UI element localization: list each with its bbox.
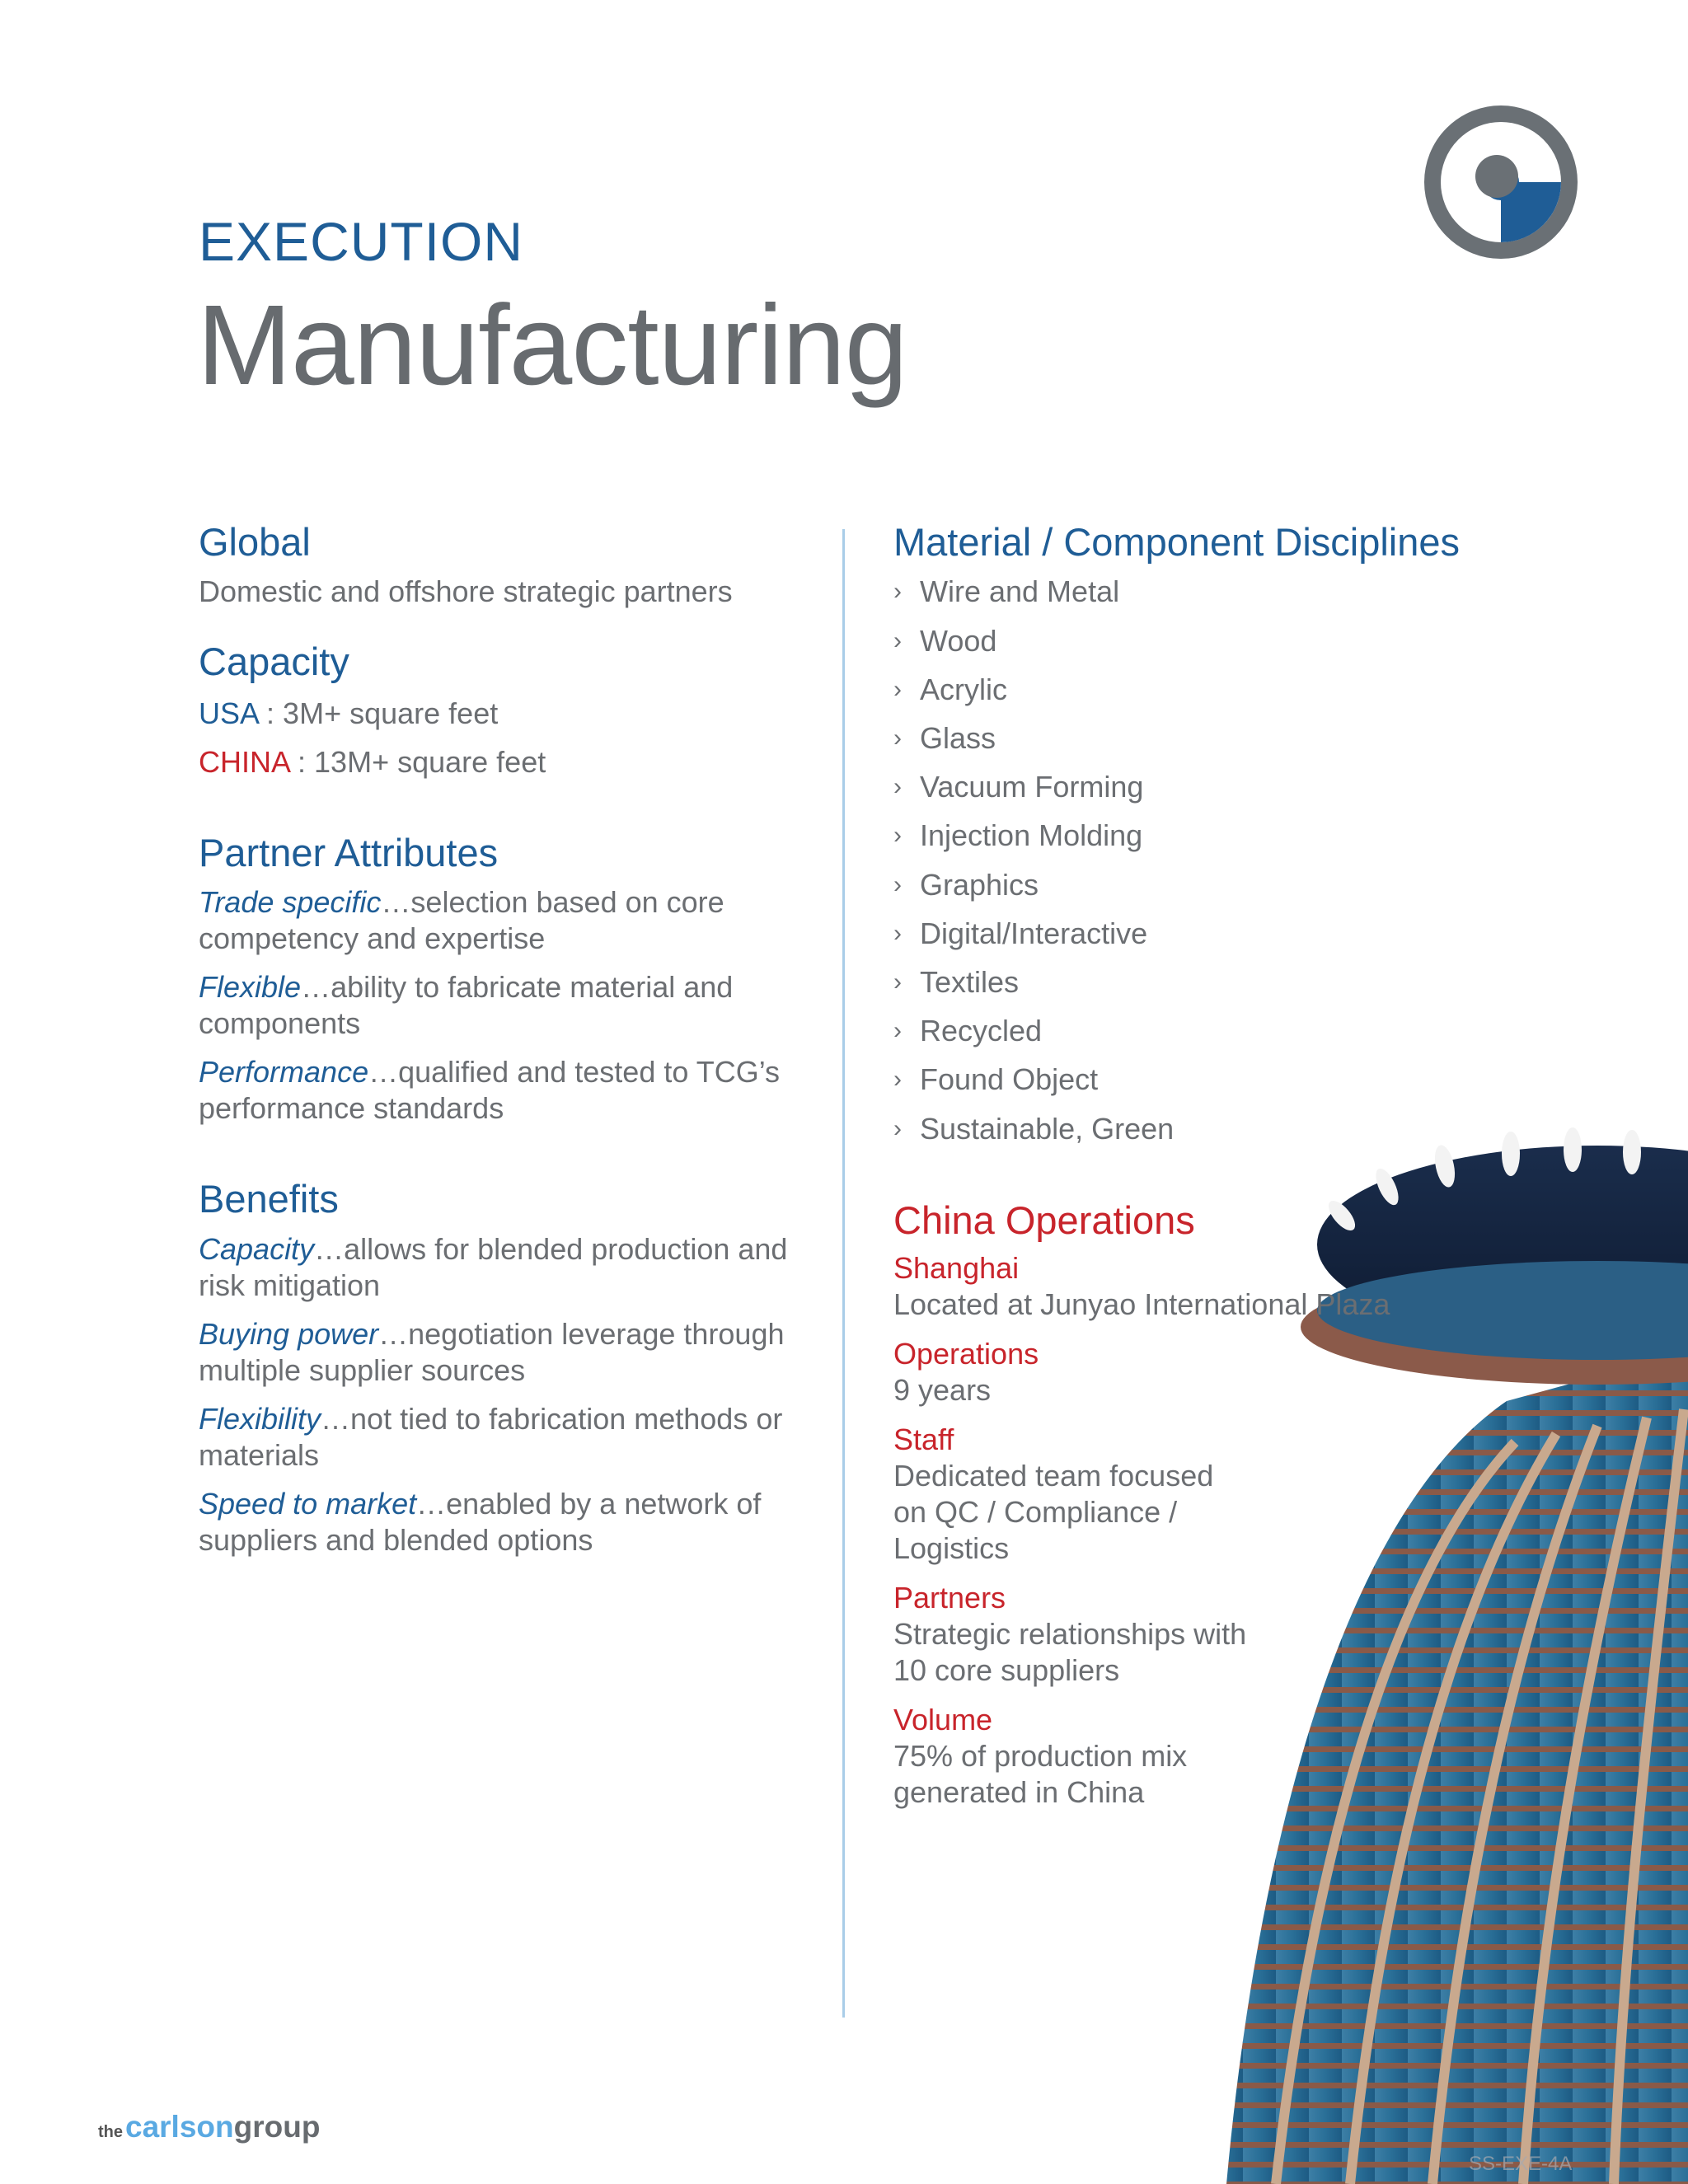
partner-attribute-item: Performance…qualified and tested to TCG’s performance standards [199,1055,781,1126]
china-item-label: Operations [893,1337,1039,1371]
chevron-right-icon: › [893,675,902,703]
china-operations-section [893,1197,1520,1811]
disciplines-list [893,567,1520,1152]
chevron-right-icon: › [893,724,902,752]
partner-attributes-section [199,830,809,1127]
global-section [199,519,809,610]
discipline-item: › Graphics [893,860,1520,909]
china-item-text: Strategic relationships with 10 core suppliers [893,1617,1247,1688]
section-label: EXECUTION [199,211,524,272]
footer-logo-the: the [98,2123,123,2141]
partner-attribute-item: Flexible…ability to fabricate material and components [199,970,734,1041]
discipline-item: › Found Object [893,1055,1520,1104]
chevron-right-icon: › [893,626,902,654]
capacity-china-value: : 13M+ square feet [289,744,546,779]
document-code: SS-EXE-4A [1469,2153,1573,2175]
discipline-item: › Wire and Metal [893,567,1520,616]
discipline-item: › Glass [893,714,1520,762]
disciplines-heading: Material / Component Disciplines [893,520,1461,564]
footer-logo-carlson: carlson [125,2110,234,2144]
chevron-right-icon: › [893,1114,902,1142]
chevron-right-icon: › [893,1017,902,1045]
chevron-right-icon: › [893,919,902,947]
benefit-item: Speed to market…enabled by a network of suppliers and blended options [199,1486,762,1557]
page-title: Manufacturing [197,282,907,409]
capacity-china [199,744,809,780]
benefit-item: Flexibility…not tied to fabrication methods or materials [199,1401,783,1472]
china-item-text: Located at Junyao International Plaza [893,1287,1390,1322]
global-heading: Global [199,520,311,564]
chevron-right-icon: › [893,968,902,996]
capacity-usa-key: USA [199,696,259,730]
discipline-item: › Digital/Interactive [893,909,1520,958]
footer-logo-group: group [233,2110,321,2144]
china-item-text: 75% of production mix generated in China [893,1739,1188,1810]
china-item-label: Volume [893,1703,993,1737]
capacity-heading: Capacity [199,640,349,684]
benefits-section [199,1176,809,1558]
partner-attributes-heading: Partner Attributes [199,830,499,874]
china-item-label: Shanghai [893,1251,1020,1286]
left-column [199,519,809,1571]
chevron-right-icon: › [893,1066,902,1094]
right-column [893,519,1520,1824]
china-item-text: 9 years [893,1373,992,1408]
capacity-china-key: CHINA [199,744,290,779]
china-item-text: Dedicated team focused on QC / Compliance / Logistics [893,1459,1214,1566]
global-text: Domestic and offshore strategic partners [199,574,733,609]
capacity-usa-value: : 3M+ square feet [258,696,499,730]
discipline-item: › Vacuum Forming [893,762,1520,811]
discipline-item: › Acrylic [893,665,1520,714]
china-item-label: Staff [893,1422,954,1457]
benefits-heading: Benefits [199,1177,339,1221]
column-divider [842,529,845,2018]
discipline-item: › Textiles [893,958,1520,1006]
discipline-item: › Sustainable, Green [893,1104,1520,1153]
capacity-usa [199,696,809,732]
benefit-item: Capacity…allows for blended production and risk mitigation [199,1231,788,1302]
discipline-item: › Recycled [893,1006,1520,1055]
disciplines-section [893,519,1520,1153]
china-operations-heading: China Operations [893,1197,1195,1242]
discipline-item: › Wood [893,616,1520,665]
benefit-item: Buying power…negotiation leverage through multiple supplier sources [199,1316,785,1387]
discipline-item: › Injection Molding [893,811,1520,860]
partner-attribute-item: Trade specific…selection based on core competency and expertise [199,885,724,956]
chevron-right-icon: › [893,578,902,606]
capacity-section [199,639,809,780]
chevron-right-icon: › [893,870,902,898]
chevron-right-icon: › [893,822,902,850]
china-item-label: Partners [893,1581,1006,1615]
footer-logo [98,2110,320,2144]
brand-logo-icon [1423,104,1579,260]
chevron-right-icon: › [893,773,902,801]
